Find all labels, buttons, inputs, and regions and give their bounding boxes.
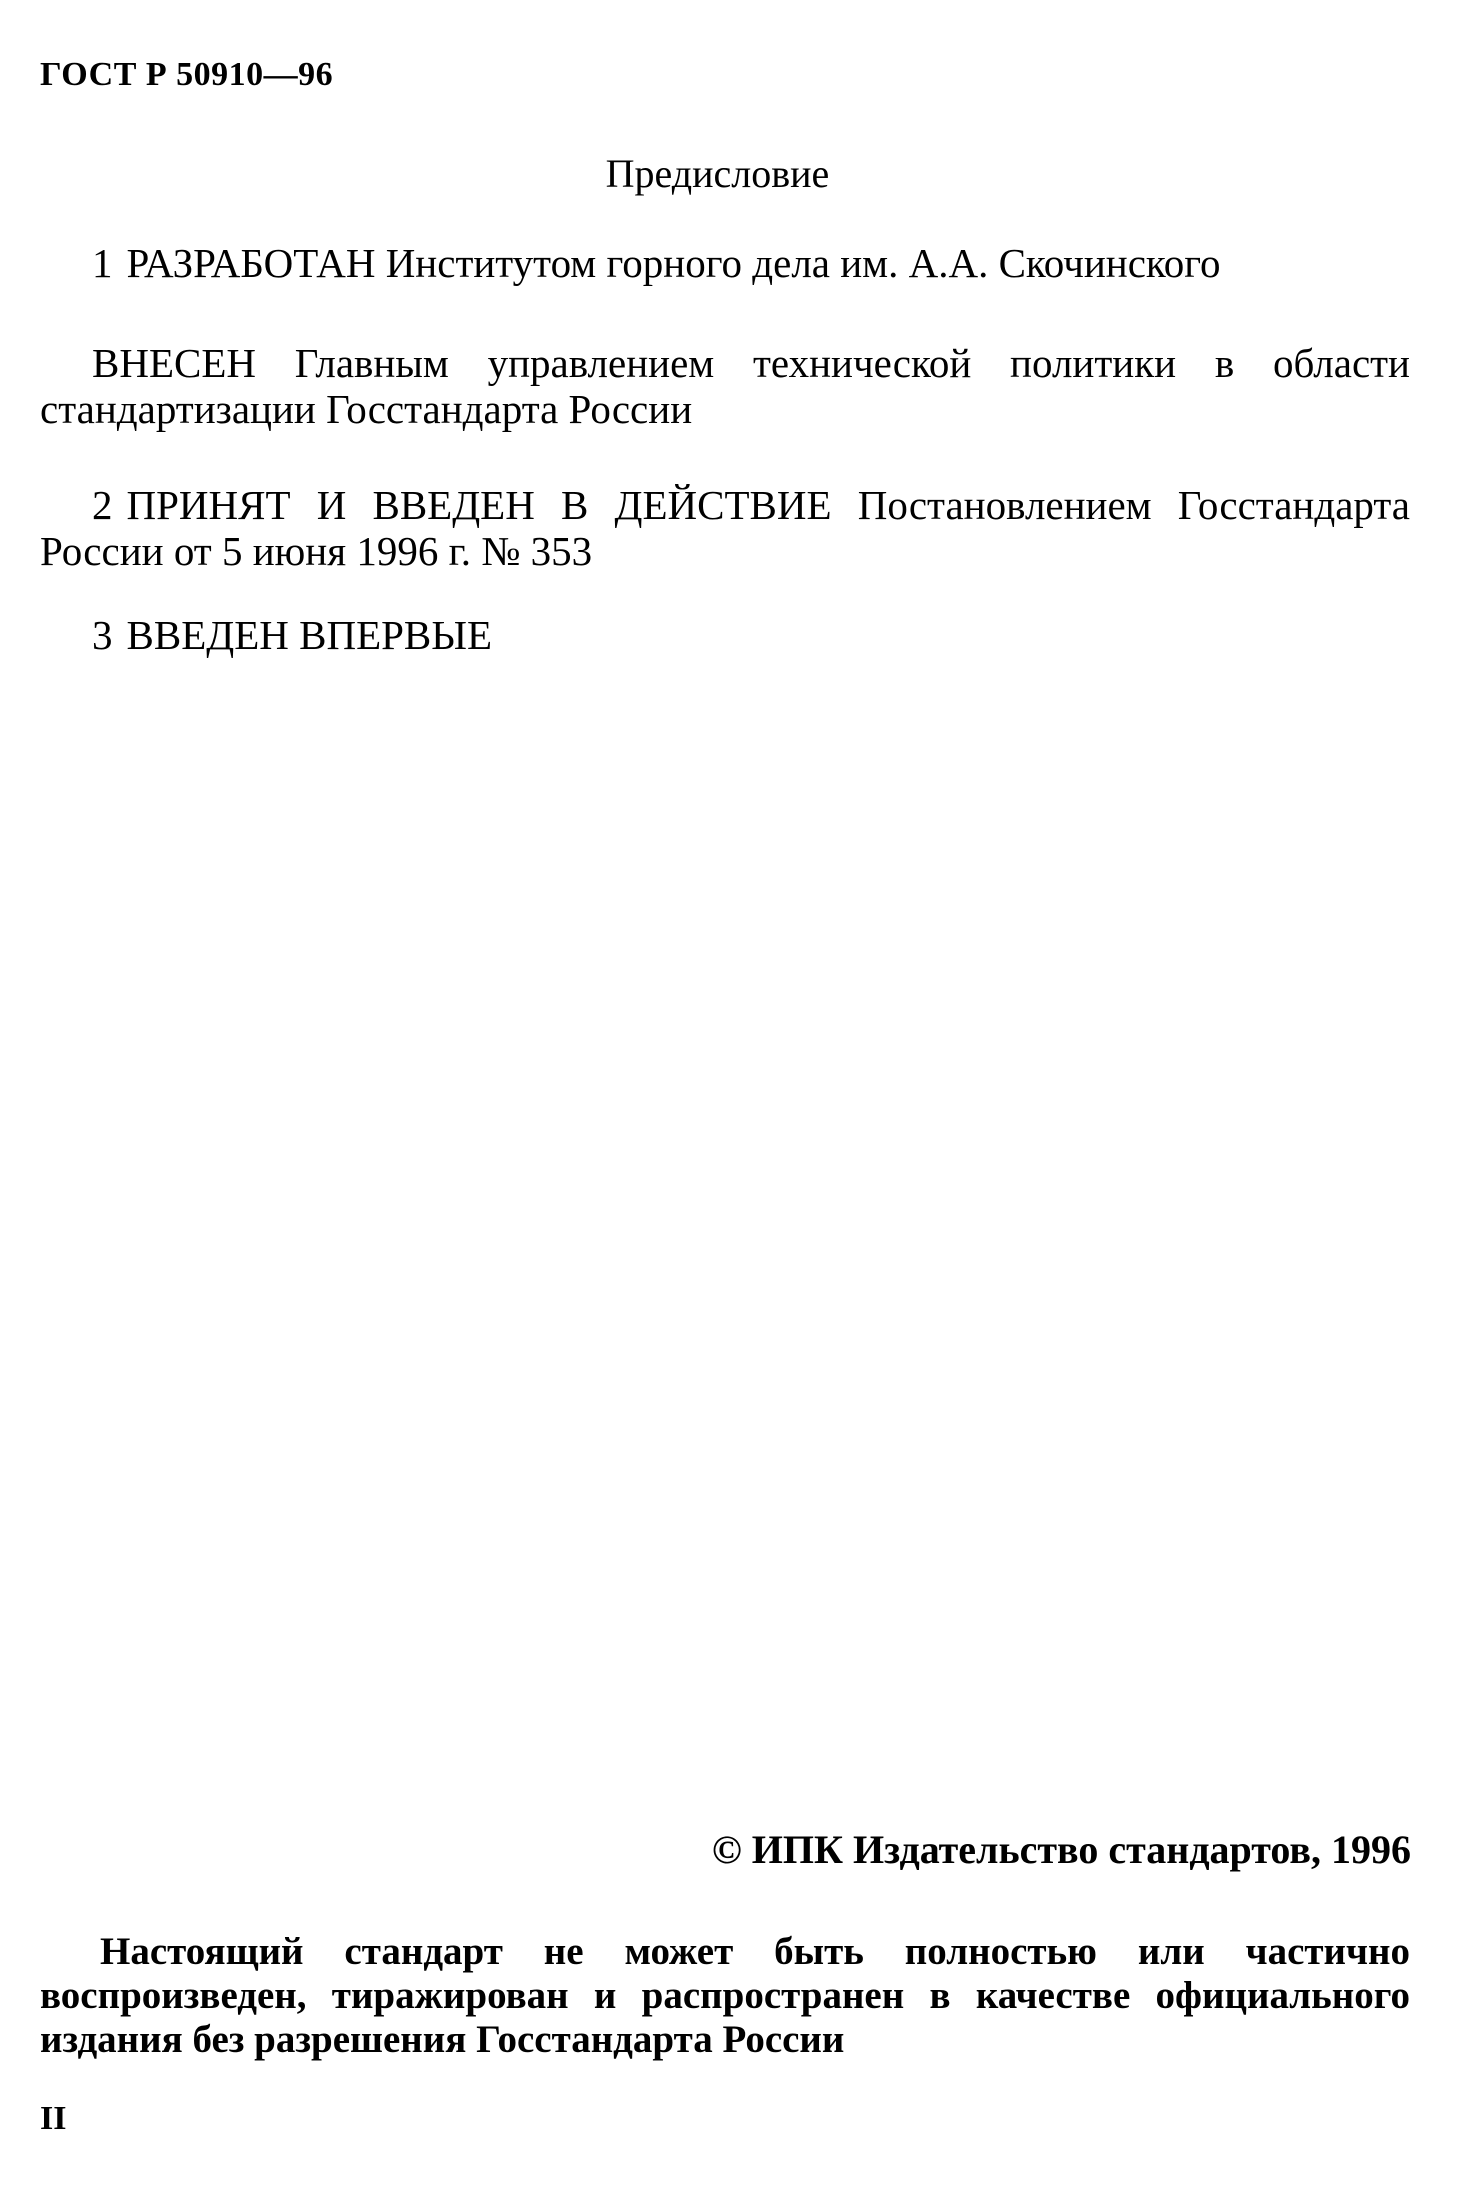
item-number: 3 bbox=[92, 612, 113, 658]
preface-title: Предисловие bbox=[605, 151, 830, 196]
preface-item-introduced bbox=[40, 340, 1410, 432]
item-number: 1 bbox=[92, 240, 113, 286]
copyright-line: © ИПК Издательство стандартов, 1996 bbox=[711, 1827, 1411, 1872]
reproduction-notice: Настоящий стандарт не может быть полностью или частично воспроизведен, тиражирован и распространен в качестве официального издания без разрешения Госстандарта России bbox=[40, 1930, 1410, 2061]
item-number: 2 bbox=[92, 482, 113, 528]
item-text: Постановлением Госстандарта России от 5 июня 1996 г. № 353 bbox=[40, 482, 1411, 574]
item-text: Институтом горного дела им. А.А. Скочинского bbox=[385, 240, 1221, 286]
item-heading: ВВЕДЕН ВПЕРВЫЕ bbox=[126, 612, 493, 658]
item-heading: ВНЕСЕН bbox=[92, 340, 256, 386]
document-code: ГОСТ Р 50910—96 bbox=[40, 56, 334, 93]
page-number: II bbox=[40, 2100, 67, 2137]
preface-item-adopted bbox=[40, 482, 1410, 574]
item-heading: ПРИНЯТ И ВВЕДЕН В ДЕЙСТВИЕ bbox=[126, 482, 832, 528]
item-text: Главным управлением технической политики в области стандартизации Госстандарта России bbox=[40, 340, 1410, 432]
preface-item-developed bbox=[40, 240, 1410, 286]
preface-item-first-introduced bbox=[40, 612, 1410, 658]
item-heading: РАЗРАБОТАН bbox=[126, 240, 376, 286]
